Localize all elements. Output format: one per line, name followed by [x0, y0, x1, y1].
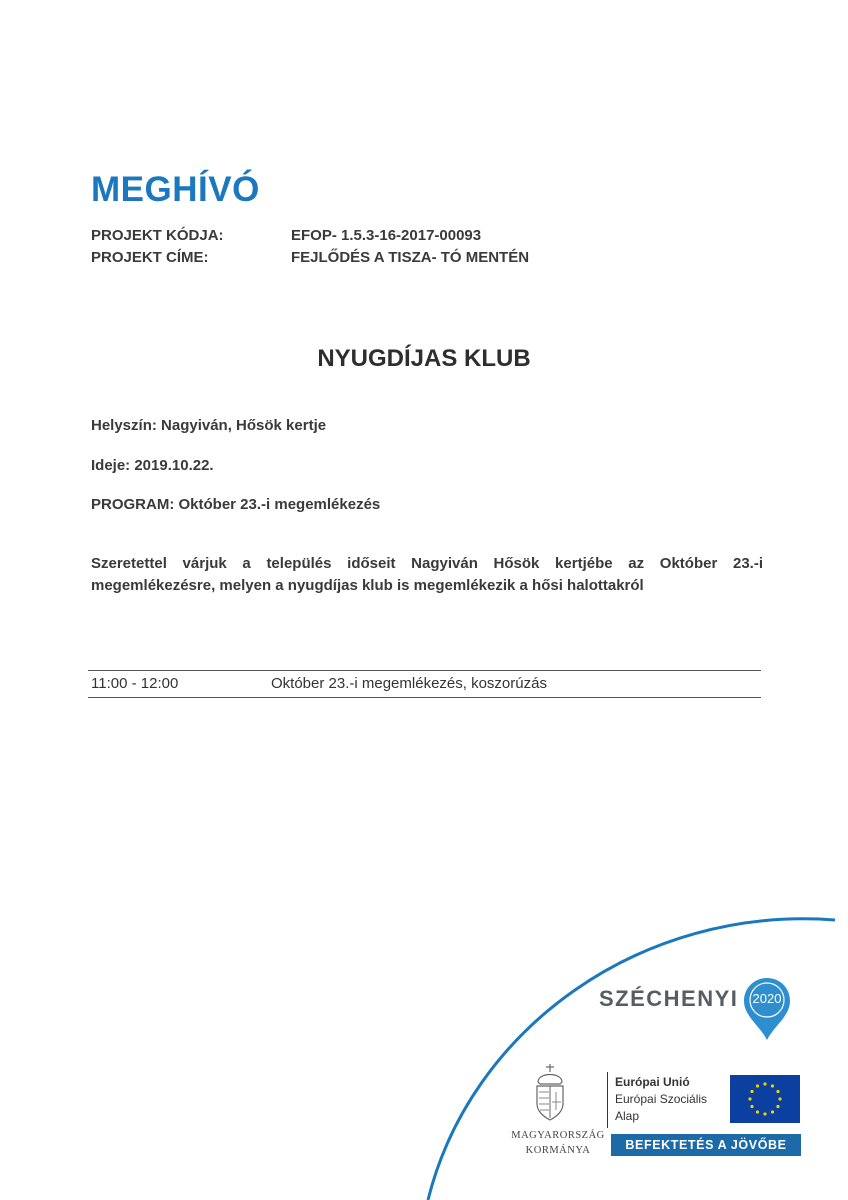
eu-fund-label-2: Alap: [615, 1109, 640, 1123]
eu-union-label: Európai Unió: [615, 1075, 690, 1089]
document-title: MEGHÍVÓ: [91, 170, 260, 209]
szechenyi-brand: SZÉCHENYI: [599, 986, 739, 1011]
invitation-paragraph: Szeretettel várjuk a település időseit Nagyiván Hősök kertjébe az Október 23.-i megemlékezésre, melyen a nyugdíjas klub is megemlékezik a hősi halottakról: [91, 555, 763, 594]
program-line: PROGRAM: Október 23.-i megemlékezés: [91, 496, 381, 513]
location-pin-icon: [742, 976, 792, 1042]
gov-line-1: MAGYARORSZÁG: [511, 1130, 605, 1141]
szechenyi-year: 2020: [752, 991, 782, 1006]
eu-star-icon: [763, 1082, 766, 1085]
schedule-time: 11:00 - 12:00: [91, 675, 179, 692]
eu-star-icon: [771, 1110, 774, 1113]
eu-star-icon: [771, 1084, 774, 1087]
eu-star-icon: [756, 1110, 759, 1113]
schedule-activity: Október 23.-i megemlékezés, koszorúzás: [271, 675, 547, 692]
eu-star-icon: [776, 1105, 779, 1108]
location-line: Helyszín: Nagyiván, Hősök kertje: [91, 417, 327, 434]
project-code-value: EFOP- 1.5.3-16-2017-00093: [291, 227, 482, 244]
project-name-label: PROJEKT CÍME:: [91, 249, 209, 266]
hungarian-coat-of-arms-icon: [530, 1062, 570, 1126]
eu-star-icon: [763, 1112, 766, 1115]
eu-fund-label-1: Európai Szociális: [615, 1092, 708, 1106]
project-name-value: FEJLŐDÉS A TISZA- TÓ MENTÉN: [291, 249, 530, 266]
eu-flag-icon: [730, 1075, 800, 1123]
eu-star-icon: [750, 1090, 753, 1093]
project-code-label: PROJEKT KÓDJA:: [91, 227, 224, 244]
eu-star-icon: [748, 1097, 751, 1100]
eu-star-icon: [756, 1084, 759, 1087]
eu-star-icon: [778, 1097, 781, 1100]
date-line: Ideje: 2019.10.22.: [91, 457, 214, 474]
invest-future-banner: BEFEKTETÉS A JÖVŐBE: [611, 1134, 801, 1156]
eu-star-icon: [750, 1105, 753, 1108]
gov-line-2: KORMÁNYA: [525, 1145, 591, 1156]
eu-divider: [607, 1072, 608, 1128]
club-title: NYUGDÍJAS KLUB: [317, 345, 531, 372]
eu-star-icon: [776, 1090, 779, 1093]
